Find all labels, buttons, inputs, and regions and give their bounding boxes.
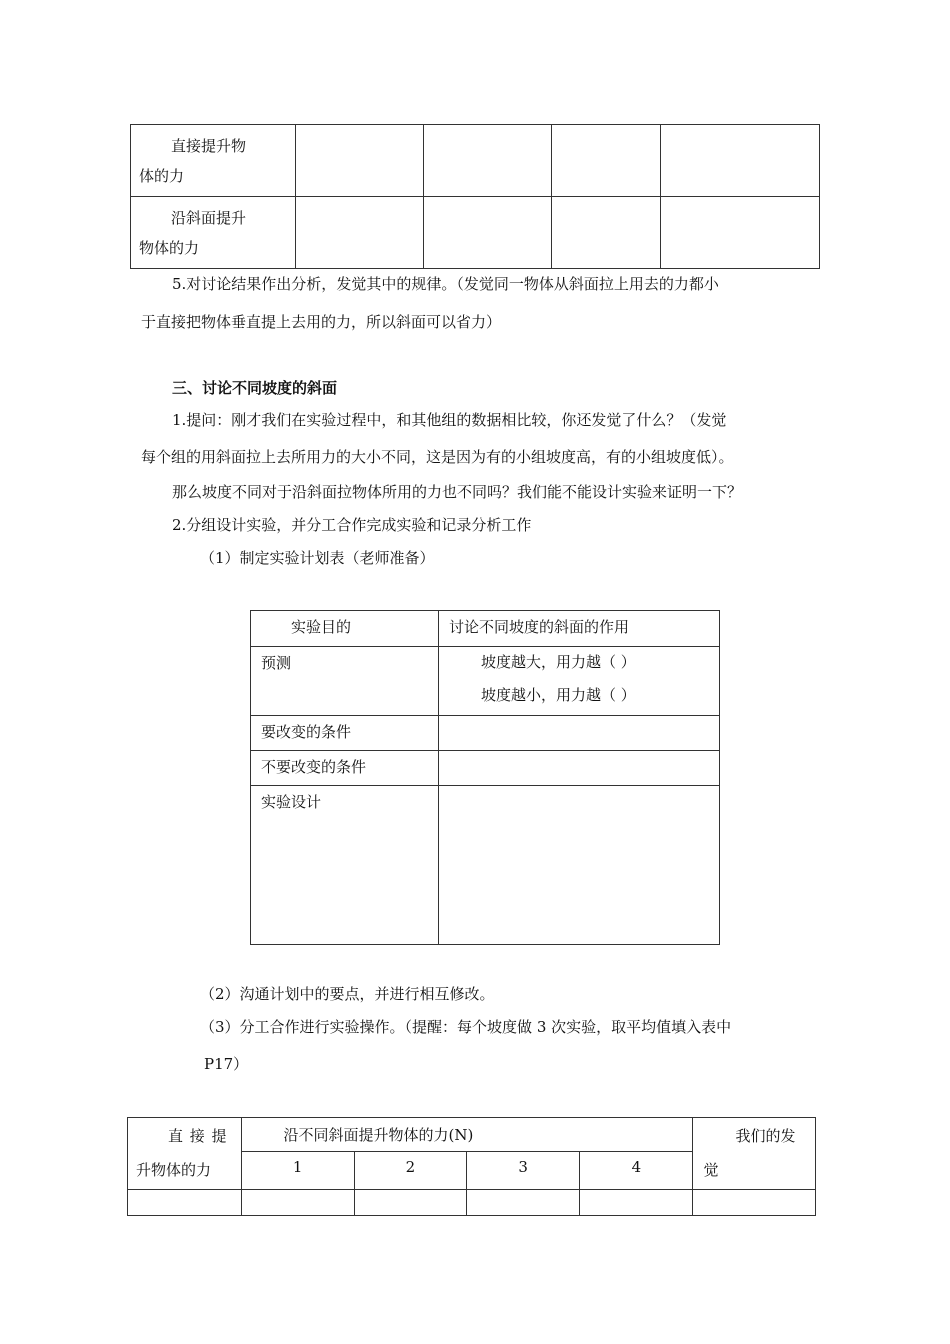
plan-label: 预测 (251, 647, 439, 716)
table-cell[interactable] (551, 125, 660, 197)
subitem2: （2）沟通计划中的要点，并进行相互修改。 (200, 985, 495, 1003)
column-header: 4 (580, 1152, 693, 1190)
plan-value[interactable]: 坡度越大，用力越（ ） 坡度越小，用力越（ ） (439, 647, 720, 716)
table-cell[interactable] (423, 197, 551, 269)
question2: 2.分组设计实验，并分工合作完成实验和记录分析工作 (172, 516, 532, 534)
para5-line2: 于直接把物体垂直提上去用的力，所以斜面可以省力） (141, 313, 502, 331)
table-cell[interactable] (423, 125, 551, 197)
column-header: 1 (241, 1152, 354, 1190)
force-comparison-table (130, 124, 820, 269)
table-cell[interactable] (354, 1190, 466, 1216)
table-cell[interactable] (693, 1190, 816, 1216)
plan-label: 实验目的 (251, 611, 439, 647)
plan-label: 不要改变的条件 (251, 751, 439, 786)
question1-line2: 每个组的用斜面拉上去所用力的大小不同，这是因为有的小组坡度高，有的小组坡度低）。 (141, 448, 734, 466)
plan-label: 实验设计 (251, 786, 439, 945)
plan-value[interactable] (439, 716, 720, 751)
plan-value[interactable] (439, 751, 720, 786)
header-findings: 我们的发 觉 (693, 1118, 816, 1190)
header-direct-lift: 直 接 提 升物体的力 (128, 1118, 242, 1190)
table-cell[interactable] (467, 1190, 580, 1216)
column-header: 3 (467, 1152, 580, 1190)
experiment-plan-table (250, 610, 720, 945)
plan-label: 要改变的条件 (251, 716, 439, 751)
para5-line1: 5.对讨论结果作出分析，发觉其中的规律。（发觉同一物体从斜面拉上用去的力都小 (172, 275, 719, 293)
subitem1: （1）制定实验计划表（老师准备） (200, 549, 435, 567)
question1-line1: 1.提问：刚才我们在实验过程中，和其他组的数据相比较，你还发觉了什么？（发觉 (172, 411, 727, 429)
table-cell[interactable] (551, 197, 660, 269)
plan-value: 讨论不同坡度的斜面的作用 (439, 611, 720, 647)
table-cell[interactable] (241, 1190, 354, 1216)
table-row-label: 沿斜面提升 物体的力 (131, 197, 296, 269)
slope-force-table (127, 1117, 816, 1216)
subitem3-line1: （3）分工合作进行实验操作。（提醒：每个坡度做 3 次实验，取平均值填入表中 (200, 1018, 732, 1036)
table-cell[interactable] (661, 125, 820, 197)
table-cell[interactable] (661, 197, 820, 269)
column-header: 2 (354, 1152, 466, 1190)
section-heading: 三、讨论不同坡度的斜面 (172, 379, 338, 397)
plan-value[interactable] (439, 786, 720, 945)
question1-line3: 那么坡度不同对于沿斜面拉物体所用的力也不同吗？我们能不能设计实验来证明一下？ (172, 483, 743, 501)
table-row-label: 直接提升物 体的力 (131, 125, 296, 197)
subitem3-line2: P17） (204, 1055, 249, 1073)
table-cell[interactable] (580, 1190, 693, 1216)
table-cell[interactable] (295, 125, 423, 197)
header-slope-force: 沿不同斜面提升物体的力(N) (241, 1118, 693, 1152)
table-cell[interactable] (295, 197, 423, 269)
table-cell[interactable] (128, 1190, 242, 1216)
